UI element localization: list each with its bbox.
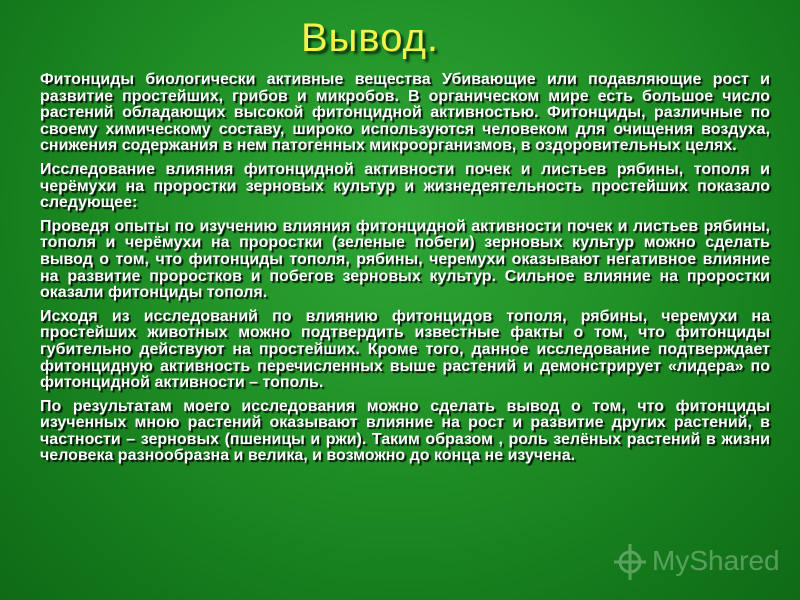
watermark (612, 540, 792, 584)
paragraph-4: Исходя из исследований по влиянию фитонцидов тополя, рябины, черемухи на простейших животных можно подтвердить известные факты о том, что фитонциды губительно действуют на простейших. Кроме того, данное исследование подтверждает фитонцидную активность перечисленных выше растений и демонстрирует «лидера» по фитонцидной активности – тополь. (40, 307, 770, 392)
paragraph-3: Проведя опыты по изучению влияния фитонцидной активности почек и листьев рябины, тополя и черёмухи на проростки (зеленые побеги) зерновых культур можно сделать вывод о том, что фитонциды тополя, рябины, черемухи оказывают негативное влияние на развитие проростков и побегов зерновых культур. Сильное влияние на проростки оказали фитонциды тополя. (40, 217, 770, 302)
watermark-text: MyShared (652, 545, 780, 576)
paragraph-1: Фитонциды биологически активные вещества Убивающие или подавляющие рост и развитие простейших, грибов и микробов. В органическом мире есть большое число растений обладающих высокой фитонцидной активностью. Фитонциды, различные по своему химическому составу, широко используются человеком для очищения воздуха, снижения содержания в нем патогенных микроорганизмов, в оздоровительных целях. (40, 71, 770, 155)
myshared-logo-icon (612, 542, 648, 582)
paragraph-2: Исследование влияния фитонцидной активности почек и листьев рябины, тополя и черёмухи на проростки зерновых культур и жизнедеятельность простейших показало следующее: (40, 160, 770, 212)
slide-title: Вывод. (300, 16, 440, 60)
slide-content (40, 72, 770, 472)
paragraph-5: По результатам моего исследования можно сделать вывод о том, что фитонциды изученных мною растений оказывают влияние на рост и развитие других растений, в частности – зерновых (пшеницы и ржи). Таким образом , роль зелёных растений в жизни человека разнообразна и велика, и возможно до конца не изучена. (40, 397, 770, 465)
